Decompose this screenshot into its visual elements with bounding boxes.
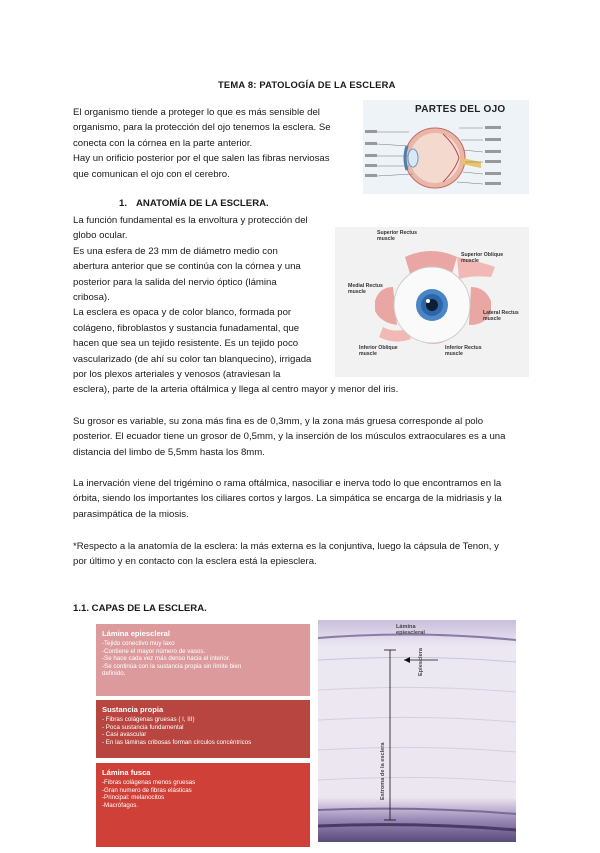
eye-cross-section-illustration: [363, 100, 529, 194]
layer-item: -Gran numero de fibras elásticas: [102, 786, 192, 794]
layer-item: - En las láminas cribosas forman círculos concéntricos: [102, 738, 252, 746]
label-inferior-rectus: Inferior Rectus muscle: [445, 345, 482, 357]
text-line: órbita, siendo los importantes los ciliares cortos y largos. La simpática se encarga de la midriasis y la: [73, 493, 502, 505]
text-line: por los plexos arteriales y venosos (atraviesan la: [73, 369, 281, 381]
text-line: vascularizado (de ahí su color tan blanquecino), irrigada: [73, 353, 312, 365]
intro-paragraph: [73, 105, 363, 182]
anatomy-note-paragraph: [73, 539, 533, 570]
text-line: Su grosor es variable, su zona más fina es de 0,3mm, y la zona más gruesa corresponde al polo: [73, 416, 484, 427]
text-line: La inervación viene del trigémino o rama oftálmica, nasociliar e inerva todo lo que encontramos en la: [73, 478, 502, 489]
text-line: posterior para la salida del nervio óptico (lámina: [73, 276, 277, 288]
text-line: La esclera es opaca y de color blanco, formada por: [73, 307, 292, 319]
eye-parts-figure: [363, 100, 529, 194]
section-number: 1.: [119, 198, 128, 209]
text-line: hacen que sea un tejido resistente. Es un tejido poco: [73, 338, 299, 350]
layers-panel: [96, 624, 310, 853]
label-estroma: Estroma de la esclera: [380, 742, 386, 800]
layer-item: - Poca sustancia fundamental: [102, 723, 184, 731]
innervation-paragraph: [73, 476, 533, 522]
layer-item: -Se continúa con la sustancia propia sin límite bien: [102, 662, 242, 670]
text-line: parasimpática de la miosis.: [73, 508, 189, 520]
label-lamina-epiescleral: Lámina epiescleral: [396, 624, 425, 637]
layer-item: -Fibras colágenas menos gruesas: [102, 779, 196, 786]
figure-title: PARTES DEL OJO: [415, 104, 506, 115]
layer-item: - Casi avascular: [102, 731, 147, 739]
text-line: organismo, para la protección del ojo tenemos la esclera. Se: [73, 122, 331, 134]
subsection-heading: 1.1. CAPAS DE LA ESCLERA.: [73, 603, 207, 614]
text-line: esclera), parte de la arteria oftálmica y llega al centro mayor y menor del iris.: [73, 384, 399, 396]
section-heading: ANATOMÍA DE LA ESCLERA.: [136, 198, 269, 209]
layer-title: Sustancia propia: [102, 705, 164, 714]
text-line: abertura anterior que se continúa con la córnea y una: [73, 261, 301, 273]
label-inferior-oblique: Inferior Oblique muscle: [359, 345, 398, 357]
layer-item: -Se hace cada vez más denso hacia el interior.: [102, 655, 231, 663]
text-line: por último y en contacto con la esclera está la epiesclera.: [73, 556, 317, 568]
layer-item: -Principal: melanocitos: [102, 794, 165, 802]
label-epiesclera: Epiesclera: [418, 648, 424, 676]
layer-box-epiescleral: [96, 624, 310, 696]
text-line: *Respecto a la anatomía de la esclera: la más externa es la conjuntiva, luego la cápsula de Tenon, y: [73, 541, 499, 552]
eye-muscles-figure: [335, 227, 529, 377]
layer-item: -Tejido conectivo muy laxo: [102, 640, 175, 647]
text-line: Hay un orificio posterior por el que salen las fibras nerviosas: [73, 153, 330, 165]
label-medial-rectus: Medial Rectus muscle: [348, 283, 383, 295]
layer-item: -Contiene el mayor número de vasos.: [102, 647, 206, 655]
layer-title: Lámina fusca: [102, 768, 151, 777]
text-line: La función fundamental es la envoltura y protección del: [73, 215, 308, 226]
text-line: El organismo tiende a proteger lo que es más sensible del: [73, 107, 320, 118]
text-line: posterior. El ecuador tiene un grosor de 0,5mm, y la inserción de los músculos extraoculares es a una: [73, 431, 506, 443]
text-line: colágeno, fibroblastos y sustancia funadamental, que: [73, 322, 300, 334]
text-line: conecta con la córnea en la parte anterior.: [73, 137, 253, 149]
histology-image: [318, 620, 516, 842]
layer-item: -Macrófagos.: [102, 801, 139, 809]
scleral-layers-micrograph: [318, 620, 516, 842]
thickness-paragraph: [73, 414, 533, 460]
text-line: distancia del limbo de 5,5mm hasta los 8mm.: [73, 446, 265, 458]
text-line: que comunican el ojo con el cerebro.: [73, 168, 230, 180]
label-lateral-rectus: Lateral Rectus muscle: [483, 310, 519, 322]
label-superior-rectus: Superior Rectus muscle: [377, 230, 418, 242]
text-line: cribosa).: [73, 292, 110, 304]
text-line: globo ocular.: [73, 230, 128, 242]
label-superior-oblique: Superior Oblique muscle: [461, 252, 504, 264]
text-line: Es una esfera de 23 mm de diámetro medio con: [73, 245, 278, 257]
page-title: TEMA 8: PATOLOGÍA DE LA ESCLERA: [218, 79, 396, 90]
layer-title: Lámina epiescleral: [102, 629, 170, 638]
layer-box-sustancia-propia: [96, 700, 310, 758]
layer-item: - Fibras colágenas gruesas ( I, III): [102, 716, 195, 723]
layer-box-lamina-fusca: [96, 763, 310, 847]
layer-item: definido.: [102, 670, 126, 678]
